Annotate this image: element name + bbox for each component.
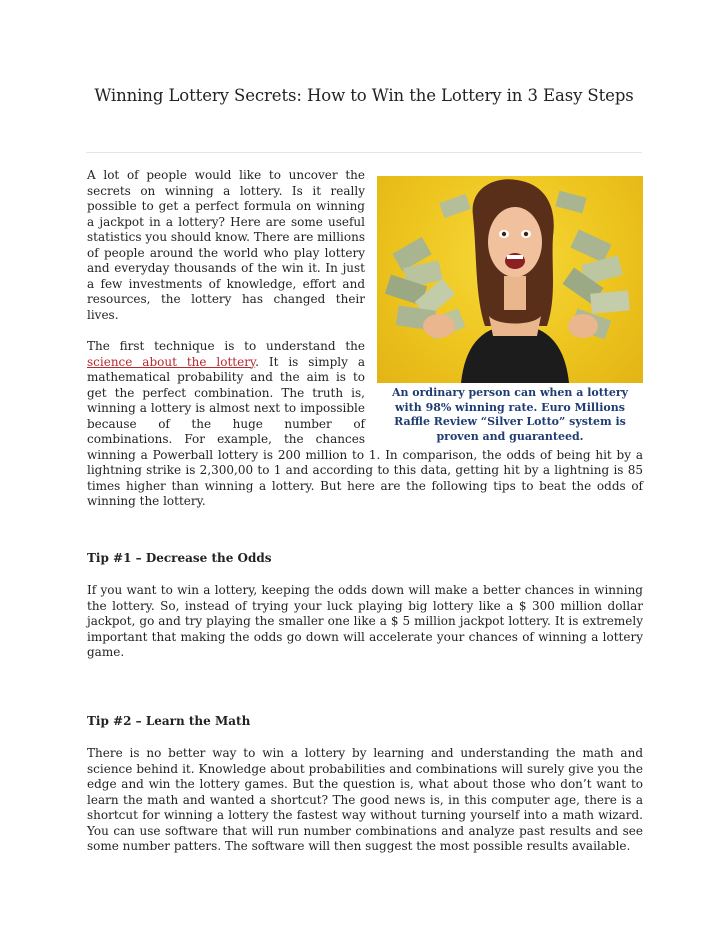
- intro-paragraph: A lot of people would like to uncover the secrets on winning a lottery. Is it really possible to get a perfect formula on winning a jackpot in a lottery? Here are some useful statistics you should know. There are millions of people around the world who play lottery and everyday thousands of the win it. In just a few investments of knowledge, effort and resources, the lottery has changed their lives.: [87, 168, 365, 322]
- title-divider: [86, 152, 642, 153]
- woman-with-money-photo: [377, 176, 643, 383]
- technique-text-before: The first technique is to understand the: [87, 339, 365, 353]
- article-figure: [377, 176, 643, 444]
- science-link[interactable]: science about the lottery: [87, 354, 256, 369]
- tip1-paragraph: If you want to win a lottery, keeping the odds down will make a better chances in winning the lottery. So, instead of trying your luck playing big lottery like a $ 300 million dollar jackpot, go and try playing the smaller one like a $ 5 million jackpot lottery. It is extremely important that making the odds go down will accelerate your chances of winning a lottery game.: [87, 583, 643, 659]
- technique-text-after: . It is simply a mathematical probability and the aim is to get the perfect combination. The truth is, winning a lottery is almost next to impossible because of the huge number of combinations. For example, the chances winning a Powerball lottery is 200 million to 1. In comparison, the odds of being hit by a lightning strike is 2,300,00 to 1 and according to this data, getting hit by a lightning is 85 times higher than winning a lottery. But here are the following tips to beat the odds of winning the lottery.: [87, 354, 643, 508]
- tip2-paragraph: There is no better way to win a lottery by learning and understanding the math and science behind it. Knowledge about probabilities and combinations will surely give you the edge and win the lottery games. But the question is, what about those who don’t want to learn the math and wanted a shortcut? The good news is, in this computer age, there is a shortcut for winning a lottery the fastest way without turning yourself into a math wizard. You can use software that will run number combinations and analyze past results and see some number patters. The software will then suggest the most possible results available.: [87, 746, 643, 853]
- article-body: [87, 168, 643, 871]
- page-title: Winning Lottery Secrets: How to Win the Lottery in 3 Easy Steps: [94, 86, 634, 105]
- tip2-heading: Tip #2 – Learn the Math: [87, 713, 251, 728]
- figure-caption: An ordinary person can when a lottery with 98% winning rate. Euro Millions Raffle Review “Silver Lotto” system is proven and guaranteed.: [391, 386, 629, 443]
- tip1-heading: Tip #1 – Decrease the Odds: [87, 550, 272, 565]
